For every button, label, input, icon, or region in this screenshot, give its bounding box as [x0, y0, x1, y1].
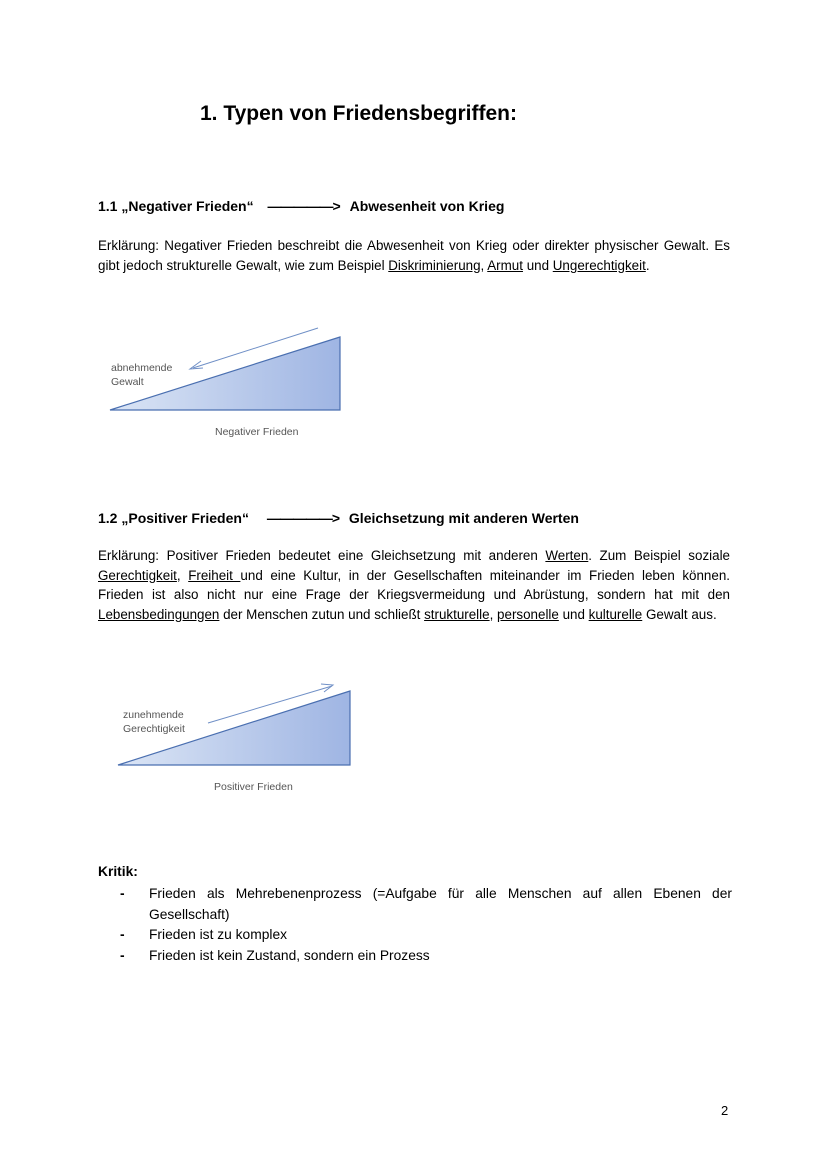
underlined-term: Lebensbedingungen: [98, 606, 220, 622]
list-item-text: Frieden ist zu komplex: [149, 927, 288, 942]
arrow-label-zunehmende-gerechtigkeit: zunehmende Gerechtigkeit: [123, 709, 185, 735]
text-run: und: [558, 606, 589, 622]
underlined-term: Armut: [487, 257, 523, 273]
underlined-term: Diskriminierung: [388, 257, 481, 273]
underlined-term: Gerechtigkeit: [98, 567, 177, 583]
list-item: [120, 925, 732, 946]
bullet-dash: -: [120, 886, 125, 901]
underlined-term: strukturelle: [424, 606, 490, 622]
explanation-positive: [98, 546, 730, 624]
figure-caption-negative: Negativer Frieden: [215, 426, 299, 438]
text-run: ,: [489, 606, 498, 622]
list-item: [120, 884, 732, 925]
arrow-label-abnehmende-gewalt: abnehmende Gewalt: [111, 362, 173, 388]
text-run: Erklärung: Positiver Frieden bedeutet eine Gleichsetzung mit anderen: [98, 548, 546, 563]
text-run: ,: [480, 257, 488, 273]
section-heading-negative: [98, 198, 504, 214]
underlined-term: kulturelle: [588, 606, 643, 622]
underlined-term: Freiheit: [188, 567, 241, 583]
figure-caption-positive: Positiver Frieden: [214, 781, 293, 793]
section-heading-label: 1.1 „Negativer Frieden“: [98, 198, 254, 214]
explanation-negative: [98, 236, 730, 275]
underlined-term: personelle: [497, 606, 559, 622]
text-run: und eine Kultur, in der Gesellschaften miteinander im Frieden leben können. Frieden ist also nicht nur eine Frage der Kriegsvermeidung und Abrüstung, sondern hat mit den: [98, 567, 730, 602]
underlined-term: Ungerechtigkeit: [552, 257, 646, 273]
section-heading-label: 1.2 „Positiver Frieden“: [98, 510, 249, 526]
kritik-list: [120, 884, 732, 966]
text-run: ,: [176, 567, 189, 583]
page-title: 1. Typen von Friedensbegriffen:: [200, 102, 517, 125]
text-run: . Zum Beispiel soziale: [588, 548, 730, 563]
list-item-text: Frieden als Mehrebenenprozess (=Aufgabe für alle Menschen auf allen Ebenen der Gesellschaft): [149, 886, 732, 922]
page-number: 2: [721, 1103, 729, 1118]
section-heading-positive: [98, 510, 579, 526]
text-run: Erklärung: Negativer Frieden beschreibt die Abwesenheit von Krieg oder direkter physischer Gewalt. Es gibt jedoch strukturelle Gewalt, wie zum Beispiel: [98, 238, 730, 273]
text-run: und: [522, 257, 553, 273]
heading-arrow: —————>: [266, 510, 340, 526]
text-run: .: [645, 257, 650, 273]
heading-arrow: —————>: [267, 198, 340, 214]
section-heading-definition: Abwesenheit von Krieg: [349, 198, 505, 214]
kritik-heading: Kritik:: [98, 864, 138, 879]
bullet-dash: -: [120, 927, 125, 942]
list-item-text: Frieden ist kein Zustand, sondern ein Prozess: [149, 947, 430, 963]
section-heading-definition: Gleichsetzung mit anderen Werten: [348, 510, 579, 526]
text-run: der Menschen zutun und schließt: [219, 606, 425, 622]
text-run: Gewalt aus.: [642, 606, 717, 622]
bullet-dash: -: [120, 947, 125, 963]
list-item: [120, 946, 732, 967]
underlined-term: Werten: [545, 548, 589, 563]
